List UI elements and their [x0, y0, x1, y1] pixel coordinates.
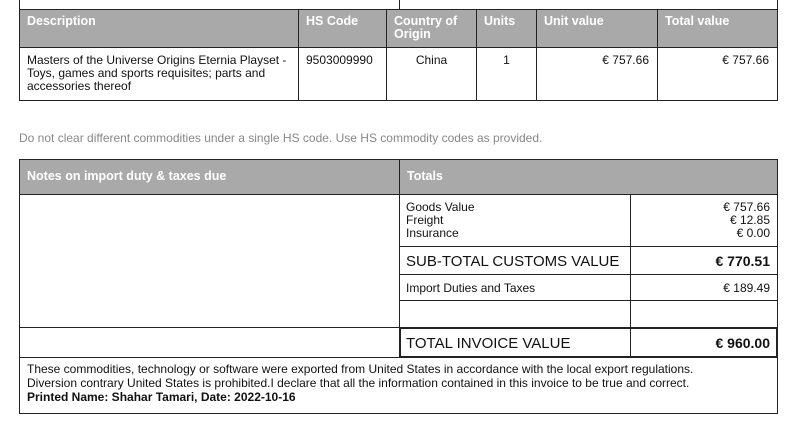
hs-code-notice: Do not clear different commodities under a single HS code. Use HS commodity codes as provided. [19, 131, 543, 145]
header-total-value: Total value [665, 14, 730, 28]
header-unit-value: Unit value [544, 14, 604, 28]
item-hs-code: 9503009990 [306, 53, 373, 67]
items-header-bottom-line [20, 47, 777, 48]
duties-value: € 189.49 [723, 281, 770, 295]
header-country-of-origin: Country of Origin [394, 14, 458, 41]
item-unit-value: € 757.66 [602, 53, 649, 67]
freight-value: € 12.85 [729, 213, 770, 227]
freight-label: Freight [406, 213, 444, 227]
subtotal-value: € 770.51 [715, 253, 770, 269]
insurance-label: Insurance [406, 226, 459, 240]
printed-name-signature: Printed Name: Shahar Tamari, Date: 2022-10-16 [27, 390, 296, 404]
item-units: 1 [503, 53, 510, 67]
goods-value: € 757.66 [723, 200, 770, 214]
header-hs-code: HS Code [306, 14, 359, 28]
subtotal-label: SUB-TOTAL CUSTOMS VALUE [406, 253, 620, 270]
insurance-value: € 0.00 [736, 226, 770, 240]
duties-label: Import Duties and Taxes [406, 281, 536, 295]
totals-row-line [400, 246, 777, 247]
header-units: Units [484, 14, 516, 28]
notes-bottom-line [20, 327, 400, 328]
totals-header: Totals [407, 169, 443, 183]
header-divider [399, 160, 400, 194]
totals-row-line [400, 274, 777, 275]
declaration-line-2: Diversion contrary United States is prohibited.I declare that all the information contained in this invoice to be true and correct. [27, 376, 690, 390]
header-description: Description [27, 14, 96, 28]
item-country: China [415, 53, 448, 67]
item-total-value: € 757.66 [722, 53, 769, 67]
declaration-line-1: These commodities, technology or software were exported from United States in accordance with the local export regulations. [27, 362, 694, 376]
goods-value-label: Goods Value [406, 200, 475, 214]
declaration-top-line [20, 357, 777, 358]
item-description: Masters of the Universe Origins Eternia Playset - Toys, games and sports requisites; parts and accessories thereof [27, 53, 287, 93]
totals-row-line [400, 300, 777, 301]
notes-header: Notes on import duty & taxes due [27, 169, 227, 183]
total-invoice-value: € 960.00 [715, 335, 770, 351]
total-invoice-label: TOTAL INVOICE VALUE [406, 335, 571, 352]
